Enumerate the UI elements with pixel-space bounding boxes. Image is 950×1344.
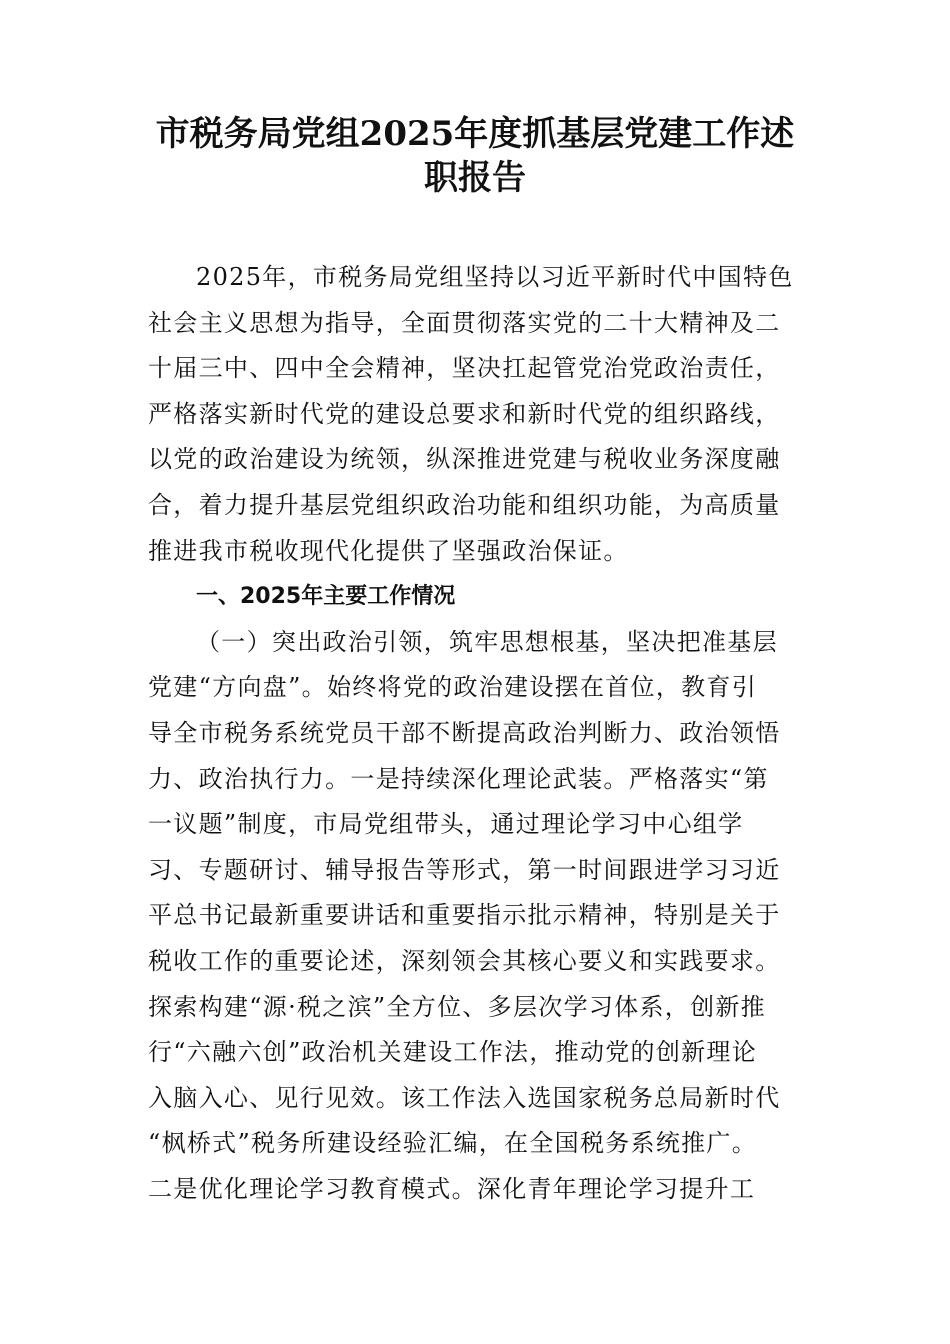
paragraph-line: 二是优化理论学习教育模式。深化青年理论学习提升工 <box>148 1174 756 1203</box>
subsection-lead: （一）突出政治引领，筑牢思想根基，坚决把准基层 <box>196 627 778 656</box>
document-title <box>140 112 810 200</box>
paragraph-line: 入脑入心、见行见效。该工作法入选国家税务总局新时代 <box>148 1083 781 1112</box>
paragraph-line: 力、政治执行力。一是持续深化理论武装。严格落实“第 <box>148 764 769 793</box>
document-body <box>148 255 808 1212</box>
intro-line: 2025年，市税务局党组坚持以习近平新时代中国特色 <box>196 263 794 291</box>
paragraph-line: 党建“方向盘”。始终将党的政治建设摆在首位，教育引 <box>148 673 758 702</box>
paragraph-line: 行“六融六创”政治机关建设工作法，推动党的创新理论 <box>148 1038 758 1067</box>
intro-line: 合，着力提升基层党组织政治功能和组织功能，为高质量 <box>148 490 781 519</box>
paragraph-line: 探索构建“源·税之滨”全方位、多层次学习体系，创新推 <box>148 992 766 1021</box>
title-line-2: 职报告 <box>424 158 526 198</box>
intro-line: 十届三中、四中全会精神，坚决扛起管党治党政治责任， <box>148 354 781 383</box>
title-line-1: 市税务局党组2025年度抓基层党建工作述 <box>155 114 795 154</box>
intro-line: 以党的政治建设为统领，纵深推进党建与税收业务深度融 <box>148 445 781 474</box>
paragraph-line: 习、专题研讨、辅导报告等形式，第一时间跟进学习习近 <box>148 855 781 884</box>
paragraph-line: 导全市税务系统党员干部不断提高政治判断力、政治领悟 <box>148 718 781 747</box>
paragraph-line: 税收工作的重要论述，深刻领会其核心要义和实践要求。 <box>148 946 781 975</box>
intro-line: 社会主义思想为指导，全面贯彻落实党的二十大精神及二 <box>148 308 781 337</box>
paragraph-line: 平总书记最新重要讲话和重要指示批示精神，特别是关于 <box>148 901 781 930</box>
paragraph-line: 一议题”制度，市局党组带头，通过理论学习中心组学 <box>148 810 744 839</box>
intro-line: 推进我市税收现代化提供了坚强政治保证。 <box>148 536 629 565</box>
intro-line: 严格落实新时代党的建设总要求和新时代党的组织路线， <box>148 399 781 428</box>
paragraph-line: “枫桥式”税务所建设经验汇编，在全国税务系统推广。 <box>148 1129 758 1158</box>
section-heading: 一、2025年主要工作情况 <box>196 584 456 610</box>
